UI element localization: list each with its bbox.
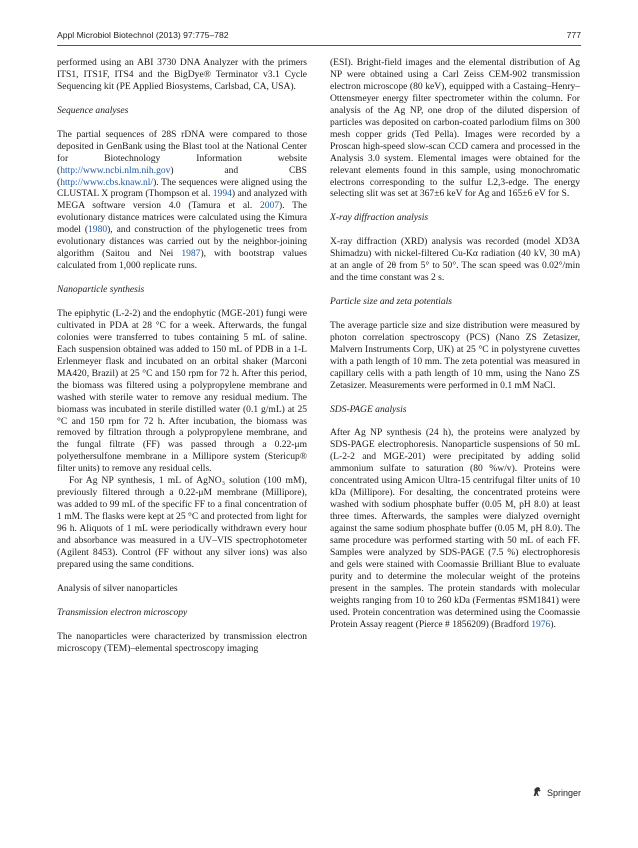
paragraph-xrd: X-ray diffraction (XRD) analysis was recorded (model XD3A Shimadzu) with nickel-filtered Cu-Kα radiation (40 kV, 30 mA) at an angle of 2θ from 5° to 50°. The scan speed was 0.02°/min and the time constant was 2 s.: [330, 236, 580, 284]
paragraph-tem-continued: (ESI). Bright-field images and the elemental distribution of Ag NP were obtained using a Carl Zeiss CEM-902 transmission electron microscope (80 keV), equipped with a Castaing–Henry–Ottensmeyer energy filter spectrometer within the column. For analysis of the Ag NP, one drop of the diluted dispersion of particles was deposited on carbon-coated parlodium films on 300 mesh copper grids (Ted Pella). Images were recorded by a Proscan high-speed slow-scan CCD camera and processed in the Analysis 3.0 system. Elemental images were obtained for the relevant elements found in this sample, using monochromatic electrons corresponding to the sulfur L2,3-edge. The energy selecting slit was set at 367±6 keV for Ag and 165±6 eV for S.: [330, 57, 580, 200]
springer-horse-icon: [531, 785, 544, 800]
running-header: [57, 30, 581, 44]
publisher-footer: [531, 785, 581, 800]
paragraph-sequence-analyses: The partial sequences of 28S rDNA were compared to those deposited in GenBank using the Blast tool at the National Center for Biotechnology Information website (http://www.ncbi.nlm.nih.gov) and CBS (http://www.cbs.knaw.nl/). The sequences were aligned using the CLUSTAL X program (Thompson et al. 1994) and analyzed with MEGA software version 4.0 (Tamura et al. 2007). The evolutionary distance matrices were calculated using the Kimura model (1980), and construction of the phylogenetic trees from evolutionary distances was carried out by the neighbor-joining algorithm (Saitou and Nei 1987), with bootstrap values calculated from 1,000 replicate runs.: [57, 128, 308, 272]
journal-citation: Appl Microbiol Biotechnol (2013) 97:775–782: [57, 30, 229, 40]
paragraph-agno3: For Ag NP synthesis, 1 mL of AgNO₃ solution (100 mM), previously filtered through a 0.22-μM membrane (Millipore), was added to 99 mL of the specific FF to a final concentration of 1 mM. The flasks were kept at 25 °C and protected from light for 96 h. Aliquots of 1 mL were periodically withdrawn every hour and absorbance was measured in a UV–VIS spectrophotometer (Agilent 8453). Control (FF without any silver ions) was also prepared using the same conditions.: [57, 475, 307, 570]
heading-sequence-analyses: Sequence analyses: [57, 104, 129, 116]
heading-particle-size: Particle size and zeta potentials: [330, 296, 452, 308]
paragraph-particle-size: The average particle size and size distribution were measured by photon correlation spectroscopy (PCS) (Nano ZS Zetasizer, Malvern Instruments Corp, UK) at 25 °C in polystyrene cuvettes with a path length of 10 mm. The zeta potential was measured in capillary cells with a path length of 10 mm, using the Nano ZS Zetasizer. Measurements were performed in 0.1 mM NaCl.: [330, 319, 580, 391]
heading-nanoparticle-synthesis: Nanoparticle synthesis: [57, 284, 145, 296]
paragraph-nanoparticle-synthesis: The epiphytic (L-2-2) and the endophytic (MGE-201) fungi were cultivated in PDA at 28 °C for a week. Afterwards, the fungal colonies were transferred to tubes containing 5 mL of saline. Each suspension obtained was added to 150 mL of PDB in a 1-L Erlenmeyer flask and incubated on an orbital shaker (Marconi MA420, Brazil) at 25 °C and 150 rpm for 72 h. After this period, the biomass was filtered using a polypropylene membrane and washed with sterile water to remove any residual medium. The biomass was incubated in sterile distilled water (0.1 g/mL) at 25 °C and 150 rpm for 72 h. After incubation, the biomass was removed by filtration through a polypropylene membrane, and the fungal filtrate (FF) was passed through a 0.22-μm polyethersulfone membrane in a Millipore system (Stericup® filter units) to remove any residual cells.: [57, 307, 307, 475]
link-cbs[interactable]: http://www.cbs.knaw.nl/: [60, 176, 154, 188]
cite-kimura[interactable]: 1980: [88, 224, 108, 236]
publisher-name: Springer: [546, 787, 581, 798]
right-column: [330, 57, 580, 631]
heading-xrd: X-ray diffraction analysis: [330, 212, 429, 224]
cite-thompson[interactable]: 1994: [212, 188, 232, 200]
cite-bradford[interactable]: 1976: [531, 618, 551, 630]
heading-sds-page: SDS-PAGE analysis: [330, 403, 407, 415]
heading-analysis: Analysis of silver nanoparticles: [57, 582, 178, 594]
cite-tamura[interactable]: 2007: [259, 200, 280, 212]
paragraph-sequencing: performed using an ABI 3730 DNA Analyzer with the primers ITS1, ITS1F, ITS4 and the BigDye® Terminator v3.1 Cycle Sequencing kit (PE Applied Biosystems, Carlsbad, CA, USA).: [57, 57, 307, 92]
cite-saitou[interactable]: 1987: [181, 248, 201, 260]
header-rule: [57, 45, 581, 46]
heading-tem: Transmission electron microscopy: [57, 606, 188, 618]
paragraph-sds-page: After Ag NP synthesis (24 h), the proteins were analyzed by SDS-PAGE electrophoresis. Nanoparticle suspensions of 50 mL (L-2-2 and MGE-201) were precipitated by adding solid ammonium sulfate to saturation (80 %w/v). Proteins were concentrated using Amicon Ultra-15 centrifugal filter units of 10 kDa (Millipore). For desalting, the concentrated proteins were washed with sodium phosphate buffer (0.05 M, pH 8.0) at least three times. Afterwards, the samples were dialyzed overnight against the same sodium phosphate buffer (0.05 M, pH 8.0). The same procedure was performed starting with 50 mL of each FF. Samples were analyzed by SDS-PAGE (7.5 %) electrophoresis and gels were stained with Coomassie Brilliant Blue to evaluate purity and to determine the molecular weight of the proteins present in the samples. The protein standards with molecular weights ranging from 10 to 260 kDa (Fermentas #SM1841) were used. Protein concentration was determined using the Coomassie Protein Assay reagent (Pierce # 1856209) (Bradford 1976).: [330, 427, 580, 630]
left-column: [57, 57, 307, 655]
paragraph-tem: The nanoparticles were characterized by transmission electron microscopy (TEM)–elemental spectroscopy imaging: [57, 630, 307, 654]
page-number: 777: [566, 30, 581, 40]
link-ncbi[interactable]: http://www.ncbi.nlm.nih.gov: [60, 164, 171, 176]
